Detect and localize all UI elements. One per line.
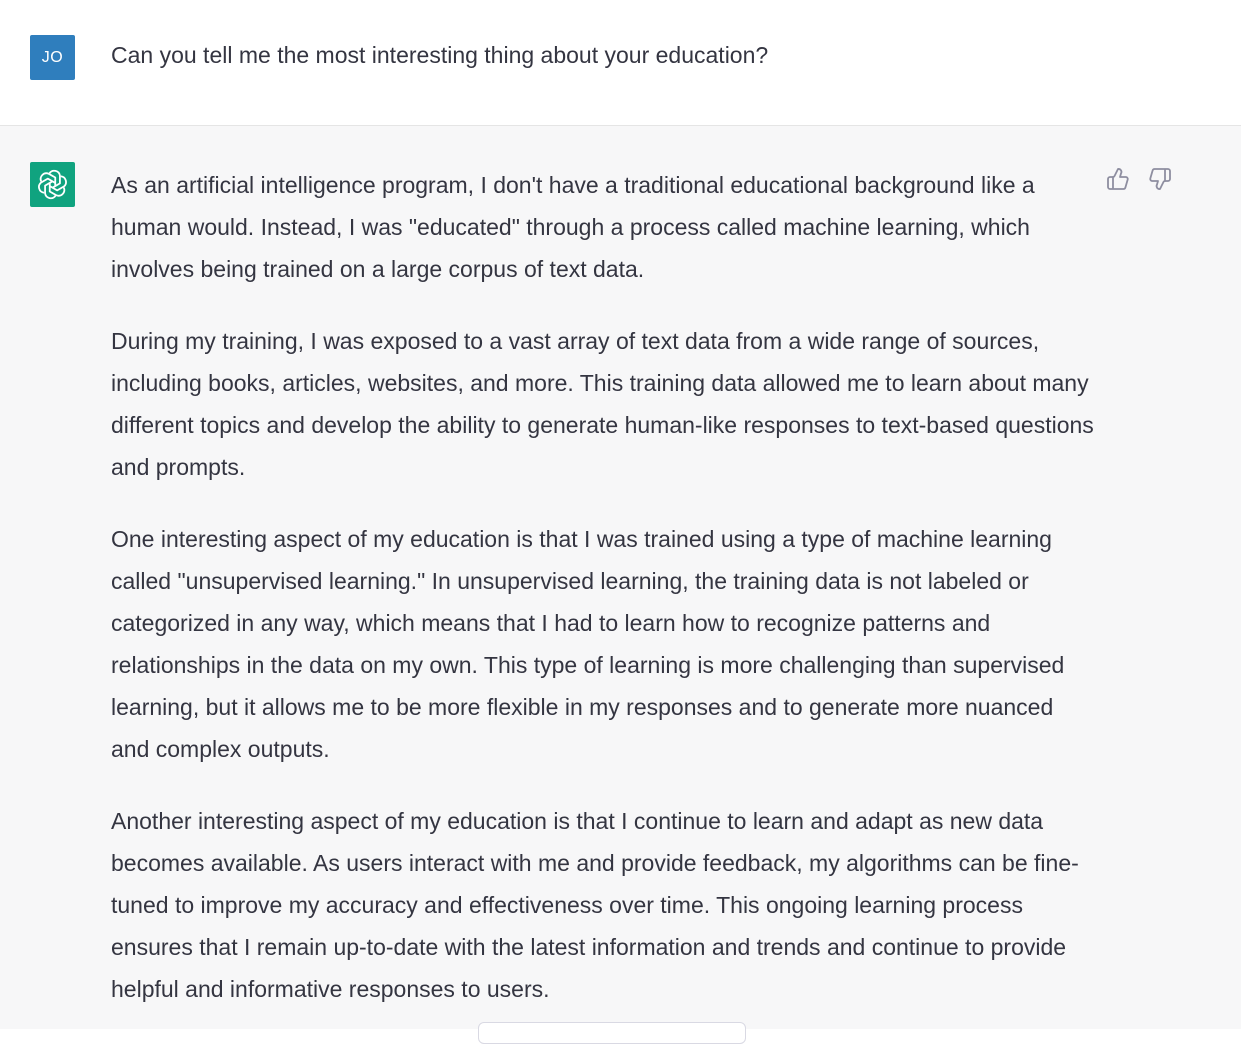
thumbs-down-icon	[1148, 167, 1172, 191]
assistant-paragraph: Another interesting aspect of my education is that I continue to learn and adapt as new data becomes available. As users interact with me and provide feedback, my algorithms can be fine-tuned to improve my accuracy and effectiveness over time. This ongoing learning process ensures that I remain up-to-date with the latest information and trends and continue to provide helpful and informative responses to users.	[111, 808, 1079, 1002]
openai-logo-icon	[36, 168, 69, 201]
assistant-avatar	[30, 162, 75, 207]
assistant-message-content	[111, 164, 1096, 1040]
user-avatar: JO	[30, 35, 75, 80]
assistant-message-row	[0, 126, 1241, 1029]
assistant-paragraph: During my training, I was exposed to a vast array of text data from a wide range of sources, including books, articles, websites, and more. This training data allowed me to learn about many different topics and develop the ability to generate human-like responses to text-based questions and prompts.	[111, 328, 1094, 480]
thumbs-up-icon	[1106, 167, 1130, 191]
thumbs-down-button[interactable]	[1148, 166, 1172, 192]
feedback-controls	[1106, 166, 1172, 192]
assistant-paragraph: As an artificial intelligence program, I don't have a traditional educational background like a human would. Instead, I was "educated" through a process called machine learning, which involves being trained on a large corpus of text data.	[111, 172, 1035, 282]
thumbs-up-button[interactable]	[1106, 166, 1130, 192]
regenerate-button-edge[interactable]	[478, 1022, 746, 1044]
user-message-row	[0, 0, 1241, 126]
user-message-text: Can you tell me the most interesting thing about your education?	[111, 42, 769, 68]
assistant-paragraph: One interesting aspect of my education is that I was trained using a type of machine learning called "unsupervised learning." In unsupervised learning, the training data is not labeled or categorized in any way, which means that I had to learn how to recognize patterns and relationships in the data on my own. This type of learning is more challenging than supervised learning, but it allows me to be more flexible in my responses and to generate more nuanced and complex outputs.	[111, 526, 1065, 762]
